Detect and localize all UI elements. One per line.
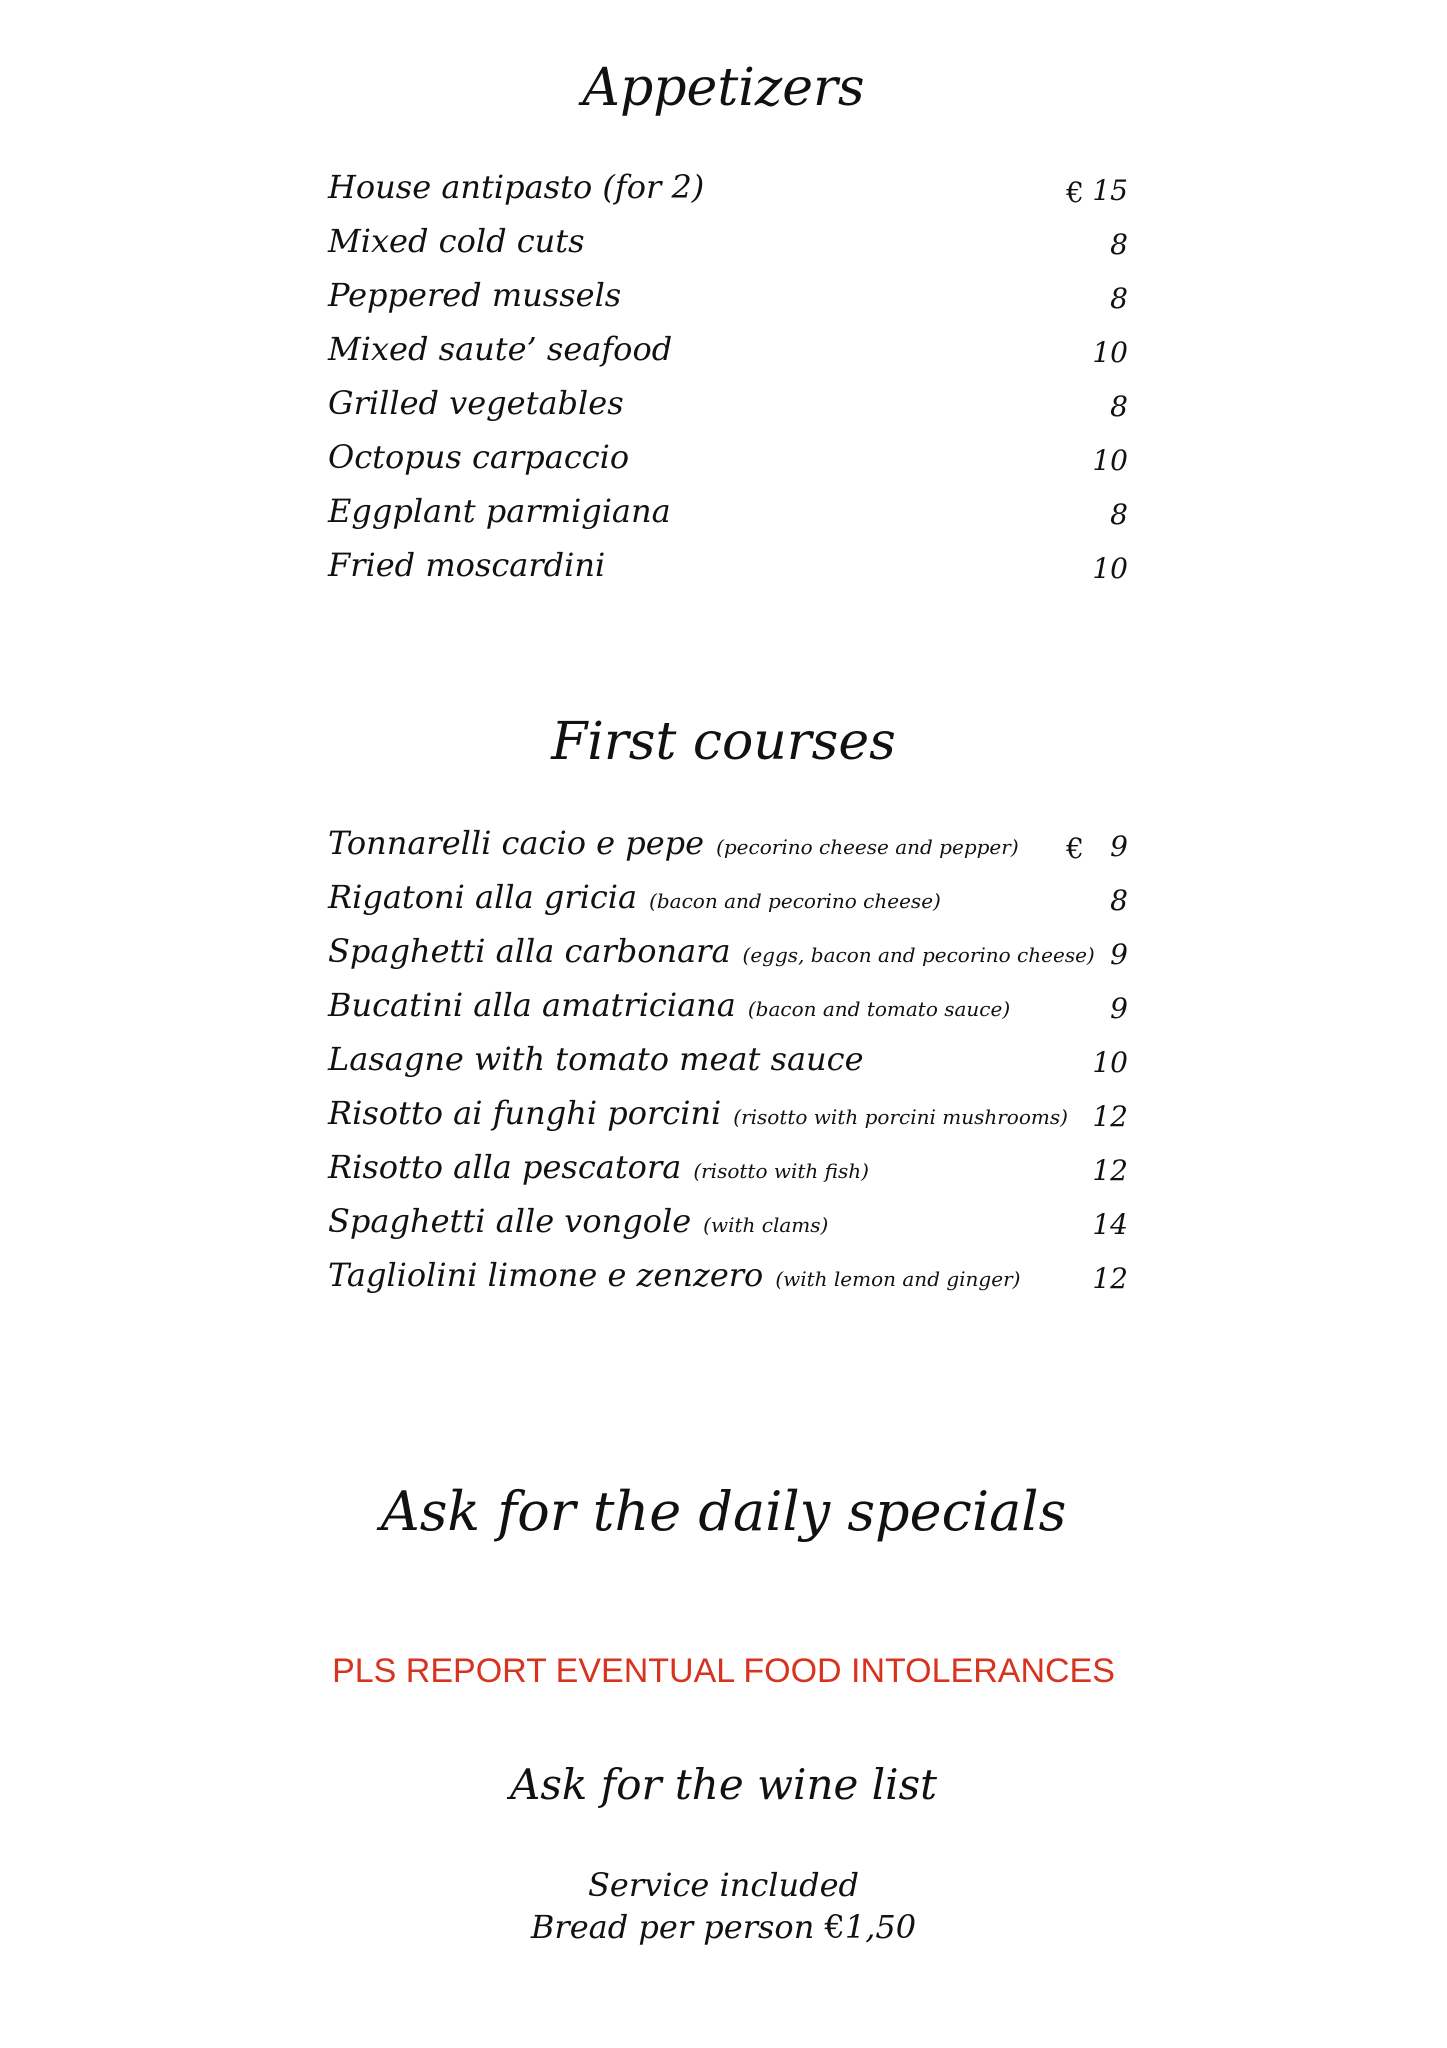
menu-item (328, 932, 1128, 986)
bread-charge (0, 1908, 1447, 1946)
bread-price: 1,50 (844, 1908, 917, 1946)
first-courses-list (328, 824, 1128, 1310)
menu-item-name: Risotto alla pescatora (328, 1148, 682, 1186)
menu-item-price: 10 (1092, 336, 1128, 369)
menu-item-note: (risotto with fish) (693, 1159, 869, 1183)
menu-item-price: 8 (1110, 884, 1128, 917)
menu-item-price: 10 (1092, 552, 1128, 585)
menu-item-name: Lasagne with tomato meat sauce (328, 1040, 864, 1078)
bread-label: Bread per person (530, 1908, 815, 1946)
menu-item-name: Octopus carpaccio (328, 438, 630, 476)
menu-item (328, 276, 1128, 330)
menu-item-name: Spaghetti alle vongole (328, 1202, 692, 1240)
menu-item-price: 12 (1092, 1100, 1128, 1133)
menu-item-price: 9 (1110, 992, 1128, 1025)
menu-item (328, 1202, 1128, 1256)
menu-item-name: Tonnarelli cacio e pepe (328, 824, 705, 862)
appetizers-title: Appetizers (582, 58, 865, 118)
menu-item-name: Rigatoni alla gricia (328, 878, 638, 916)
menu-item (328, 546, 1128, 600)
menu-item-price: 12 (1092, 1154, 1128, 1187)
menu-item-name: Grilled vegetables (328, 384, 624, 422)
menu-item (328, 1040, 1128, 1094)
menu-item-name: Mixed cold cuts (328, 222, 585, 260)
menu-item (328, 438, 1128, 492)
bread-currency: € (824, 1908, 845, 1946)
menu-item-name: Bucatini alla amatriciana (328, 986, 736, 1024)
menu-item-name: Eggplant parmigiana (328, 492, 671, 530)
menu-item (328, 222, 1128, 276)
appetizers-list (328, 168, 1128, 600)
first-courses-title: First courses (551, 712, 896, 772)
menu-item-price: 9 (1110, 830, 1128, 863)
menu-item-name: Risotto ai funghi porcini (328, 1094, 722, 1132)
menu-item-price: 9 (1110, 938, 1128, 971)
menu-item (328, 168, 1128, 222)
menu-item-currency: € (1066, 832, 1084, 865)
menu-item-name: Spaghetti alla carbonara (328, 932, 731, 970)
menu-item-name: House antipasto (for 2) (328, 168, 705, 206)
menu-item-note: (eggs, bacon and pecorino cheese) (742, 943, 1095, 967)
menu-item (328, 492, 1128, 546)
menu-item-price: 8 (1110, 390, 1128, 423)
menu-item-price: 10 (1092, 1046, 1128, 1079)
menu-item-price: 8 (1110, 498, 1128, 531)
menu-item (328, 824, 1128, 878)
menu-item-name: Peppered mussels (328, 276, 622, 314)
service-note: Service included (587, 1866, 859, 1904)
menu-item-note: (pecorino cheese and pepper) (716, 835, 1019, 859)
menu-item (328, 1148, 1128, 1202)
menu-item-note: (bacon and pecorino cheese) (649, 889, 941, 913)
menu-item-note: (bacon and tomato sauce) (747, 997, 1011, 1021)
menu-item-price: 15 (1092, 174, 1128, 207)
menu-item-currency: € (1066, 176, 1084, 209)
menu-item (328, 986, 1128, 1040)
menu-item-price: 14 (1092, 1208, 1128, 1241)
menu-item-price: 12 (1092, 1262, 1128, 1295)
menu-item-name: Tagliolini limone e zenzero (328, 1256, 764, 1294)
menu-item (328, 878, 1128, 932)
menu-item-price: 8 (1110, 228, 1128, 261)
wine-list-heading: Ask for the wine list (509, 1760, 937, 1809)
menu-item (328, 384, 1128, 438)
menu-item-name: Mixed saute’ seafood (328, 330, 673, 368)
daily-specials-heading: Ask for the daily specials (380, 1480, 1067, 1543)
menu-item (328, 330, 1128, 384)
menu-item-note: (risotto with porcini mushrooms) (733, 1105, 1068, 1129)
menu-item (328, 1256, 1128, 1310)
menu-item-note: (with lemon and ginger) (775, 1267, 1021, 1291)
menu-item-price: 10 (1092, 444, 1128, 477)
menu-item-note: (with clams) (703, 1213, 829, 1237)
menu-item-price: 8 (1110, 282, 1128, 315)
menu-item (328, 1094, 1128, 1148)
menu-item-name: Fried moscardini (328, 546, 606, 584)
food-intolerance-warning: PLS REPORT EVENTUAL FOOD INTOLERANCES (332, 1652, 1115, 1690)
